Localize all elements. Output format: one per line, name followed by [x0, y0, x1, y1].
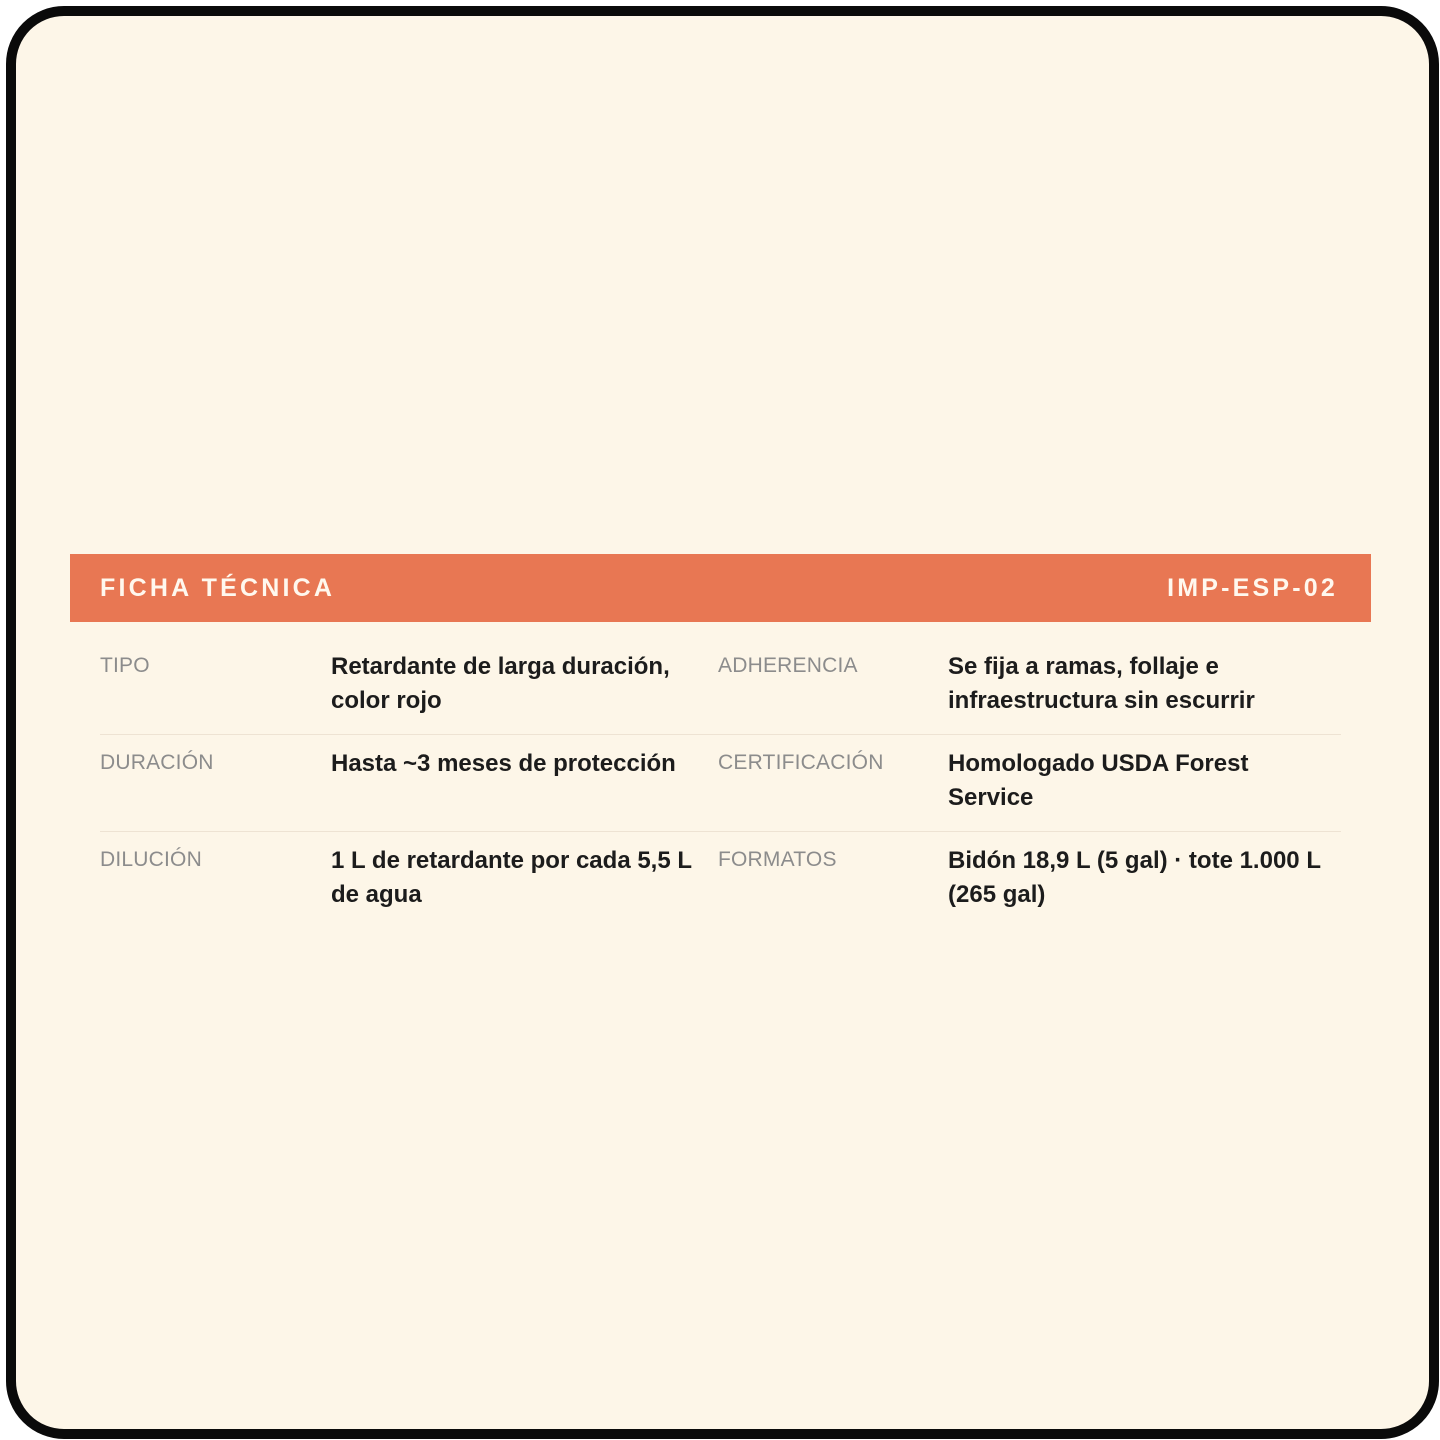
spec-value-type: Retardante de larga duración, color rojo	[331, 653, 670, 714]
spec-row	[100, 735, 1341, 832]
spec-label-formats: FORMATOS	[718, 848, 837, 871]
spec-label-type: TIPO	[100, 654, 150, 677]
spec-label-adherence: ADHERENCIA	[718, 654, 858, 677]
spec-row	[100, 638, 1341, 735]
spec-value-adherence: Se fija a ramas, follaje e infraestructura sin escurrir	[948, 653, 1255, 714]
spec-row	[100, 832, 1341, 928]
spec-sheet	[70, 554, 1371, 928]
spec-value-certification: Homologado USDA Forest Service	[948, 750, 1249, 811]
spec-table	[100, 638, 1341, 928]
spec-sheet-title: FICHA TÉCNICA	[100, 573, 336, 602]
spec-label-certification: CERTIFICACIÓN	[718, 751, 884, 774]
spec-sheet-header	[70, 554, 1371, 622]
spec-value-duration: Hasta ~3 meses de protección	[331, 750, 676, 777]
spec-label-dilution: DILUCIÓN	[100, 848, 202, 871]
card-frame	[6, 6, 1439, 1439]
spec-value-dilution: 1 L de retardante por cada 5,5 L de agua	[331, 847, 692, 908]
spec-value-formats: Bidón 18,9 L (5 gal) · tote 1.000 L (265 gal)	[948, 847, 1321, 908]
product-code: IMP-ESP-02	[1167, 573, 1338, 602]
spec-label-duration: DURACIÓN	[100, 751, 214, 774]
